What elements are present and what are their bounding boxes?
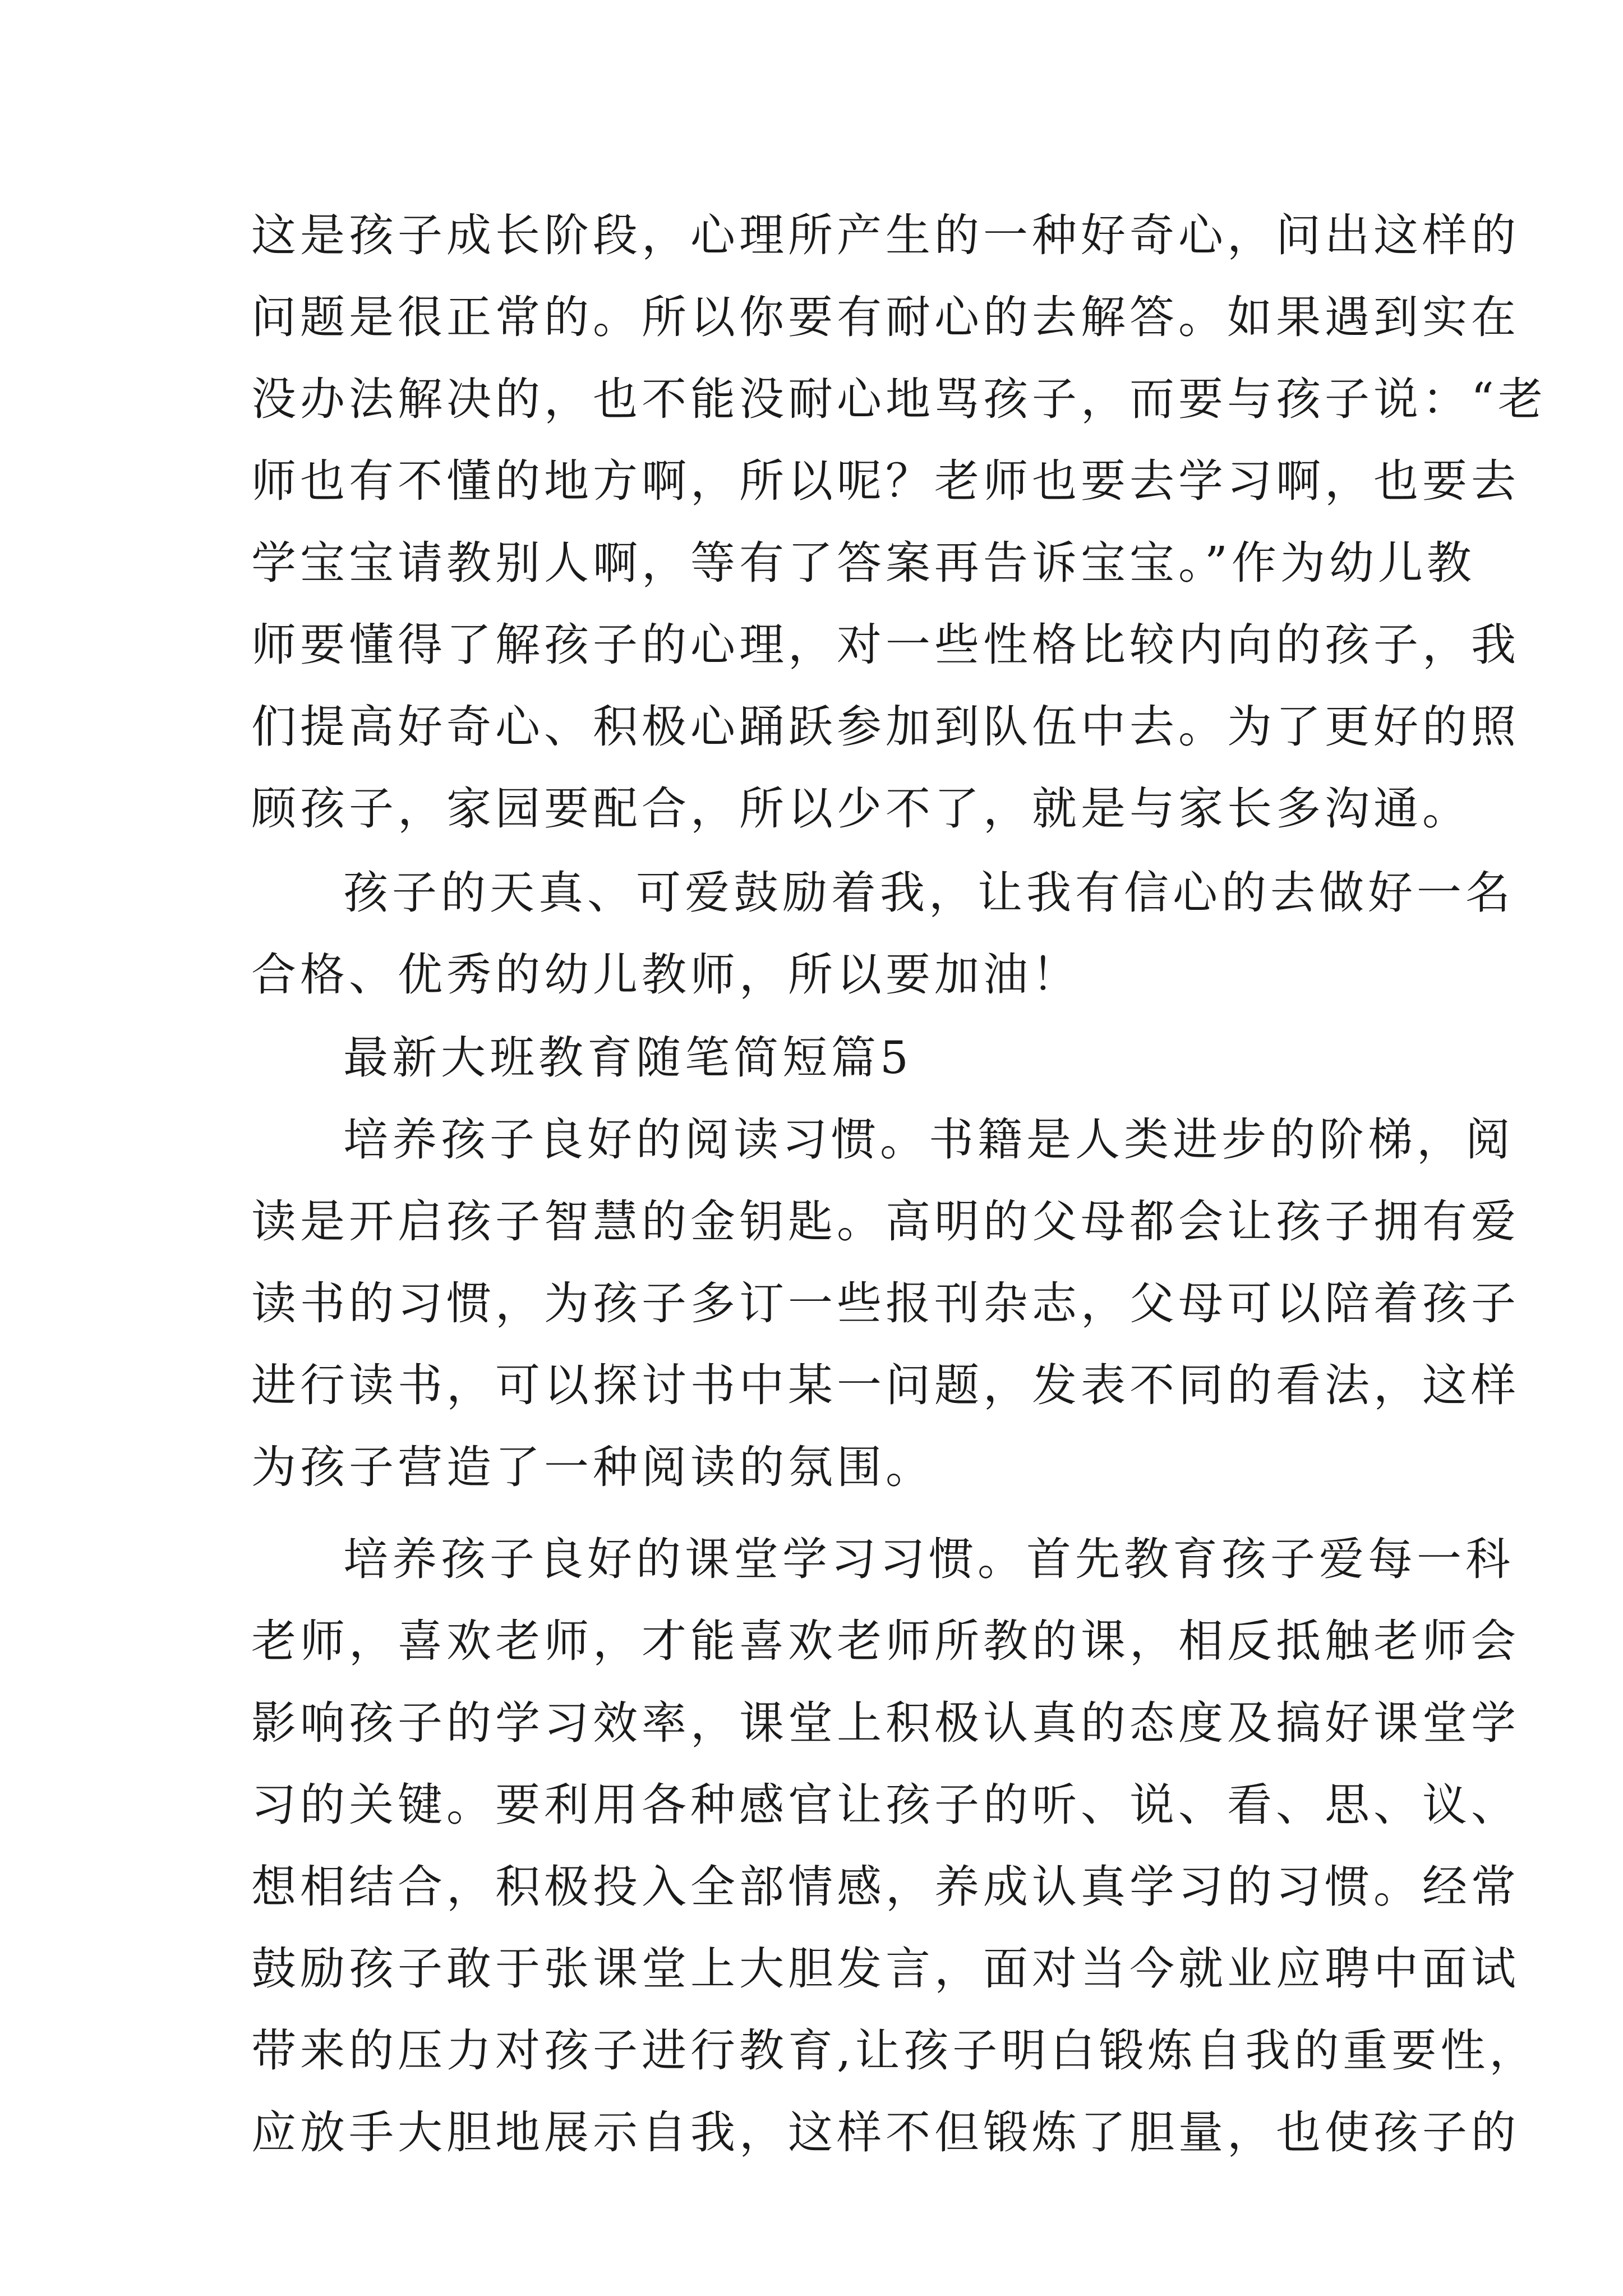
- text-line: 读是开启孩子智慧的金钥匙。高明的父母都会让孩子拥有爱: [251, 1195, 1520, 1248]
- text-line: 带来的压力对孩子进行教育,让孩子明白锻炼自我的重要性，: [251, 2024, 1538, 2077]
- text-line: 想相结合，积极投入全部情感，养成认真学习的习惯。经常: [251, 1861, 1520, 1913]
- text-line: 读书的习惯，为孩子多订一些报刊杂志，父母可以陪着孩子: [251, 1277, 1520, 1329]
- text-line: 应放手大胆地展示自我，这样不但锻炼了胆量，也使孩子的: [251, 2106, 1520, 2159]
- text-line: 顾孩子，家园要配合，所以少不了，就是与家长多沟通。: [251, 783, 1471, 835]
- text-line: 为孩子营造了一种阅读的氛围。: [251, 1441, 934, 1493]
- text-line: 这是孩子成长阶段，心理所产生的一种好奇心，问出这样的: [251, 209, 1520, 261]
- paragraph-start-line: 培养孩子良好的课堂学习习惯。首先教育孩子爱每一科: [343, 1533, 1514, 1585]
- text-line: 鼓励孩子敢于张课堂上大胆发言，面对当今就业应聘中面试: [251, 1943, 1520, 1995]
- text-line: 们提高好奇心、积极心踊跃参加到队伍中去。为了更好的照: [251, 701, 1520, 753]
- section-heading: 最新大班教育随笔简短篇5: [343, 1032, 912, 1084]
- text-line: 进行读书，可以探讨书中某一问题，发表不同的看法，这样: [251, 1359, 1520, 1411]
- paragraph-start-line: 孩子的天真、可爱鼓励着我，让我有信心的去做好一名: [343, 867, 1514, 919]
- text-line: 师要懂得了解孩子的心理，对一些性格比较内向的孩子，我: [251, 619, 1520, 671]
- paragraph-start-line: 培养孩子良好的阅读习惯。书籍是人类进步的阶梯，阅: [343, 1114, 1514, 1166]
- text-line: 没办法解决的，也不能没耐心地骂孩子，而要与孩子说：“老: [251, 373, 1547, 425]
- text-line: 合格、优秀的幼儿教师，所以要加油！: [251, 949, 1081, 1001]
- text-line: 学宝宝请教别人啊，等有了答案再告诉宝宝。”作为幼儿教: [251, 537, 1476, 589]
- text-line: 师也有不懂的地方啊，所以呢？老师也要去学习啊，也要去: [251, 455, 1520, 507]
- text-line: 老师，喜欢老师，才能喜欢老师所教的课，相反抵触老师会: [251, 1615, 1520, 1667]
- text-line: 习的关键。要利用各种感官让孩子的听、说、看、思、议、: [251, 1779, 1520, 1831]
- text-line: 问题是很正常的。所以你要有耐心的去解答。如果遇到实在: [251, 291, 1520, 343]
- text-line: 影响孩子的学习效率，课堂上积极认真的态度及搞好课堂学: [251, 1697, 1520, 1749]
